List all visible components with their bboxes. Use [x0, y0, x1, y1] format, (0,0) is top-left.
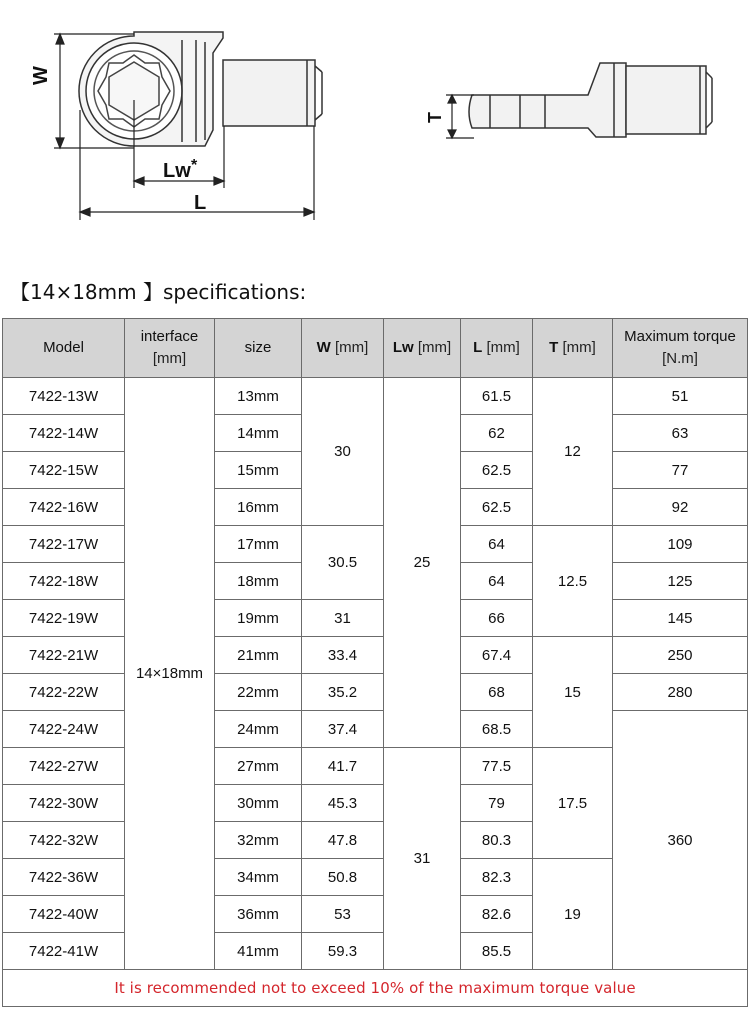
l-cell: 64 [461, 563, 533, 600]
table-row [3, 378, 748, 415]
l-cell: 85.5 [461, 933, 533, 970]
torque-cell: 125 [613, 563, 748, 600]
w-cell: 33.4 [302, 637, 384, 674]
header-model: Model [3, 319, 125, 378]
model-cell: 7422-18W [3, 563, 125, 600]
l-dimension-label: L [194, 192, 207, 214]
w-cell: 30 [302, 378, 384, 526]
note-row [3, 970, 748, 1007]
t-cell: 15 [533, 637, 613, 748]
model-cell: 7422-40W [3, 896, 125, 933]
torque-cell: 280 [613, 674, 748, 711]
torque-cell: 250 [613, 637, 748, 674]
model-cell: 7422-41W [3, 933, 125, 970]
model-cell: 7422-27W [3, 748, 125, 785]
size-cell: 34mm [215, 859, 302, 896]
size-cell: 18mm [215, 563, 302, 600]
torque-cell: 77 [613, 452, 748, 489]
table-header-row [3, 319, 748, 378]
w-dimension-label: W [30, 66, 52, 85]
w-cell: 31 [302, 600, 384, 637]
table-row [3, 637, 748, 674]
l-cell: 62.5 [461, 489, 533, 526]
w-cell: 37.4 [302, 711, 384, 748]
l-cell: 77.5 [461, 748, 533, 785]
header-l: L [mm] [461, 319, 533, 378]
torque-recommendation-note: It is recommended not to exceed 10% of the maximum torque value [3, 970, 748, 1007]
table-row [3, 674, 748, 711]
specifications-heading: 【14×18mm 】specifications: [10, 280, 307, 304]
lw-asterisk: * [191, 157, 198, 174]
size-cell: 14mm [215, 415, 302, 452]
model-cell: 7422-17W [3, 526, 125, 563]
size-cell: 22mm [215, 674, 302, 711]
w-cell: 41.7 [302, 748, 384, 785]
model-cell: 7422-21W [3, 637, 125, 674]
lw-cell: 25 [384, 378, 461, 748]
w-cell: 30.5 [302, 526, 384, 600]
l-cell: 64 [461, 526, 533, 563]
model-cell: 7422-14W [3, 415, 125, 452]
torque-cell: 51 [613, 378, 748, 415]
t-dimension-label: T [425, 112, 445, 123]
wrench-dimension-diagram [0, 0, 750, 270]
l-cell: 68 [461, 674, 533, 711]
model-cell: 7422-22W [3, 674, 125, 711]
size-cell: 36mm [215, 896, 302, 933]
interface-cell: 14×18mm [125, 378, 215, 970]
t-cell: 12 [533, 378, 613, 526]
w-cell: 35.2 [302, 674, 384, 711]
header-lw: Lw [mm] [384, 319, 461, 378]
size-cell: 17mm [215, 526, 302, 563]
model-cell: 7422-13W [3, 378, 125, 415]
w-cell: 50.8 [302, 859, 384, 896]
model-cell: 7422-30W [3, 785, 125, 822]
l-cell: 67.4 [461, 637, 533, 674]
t-cell: 12.5 [533, 526, 613, 637]
model-cell: 7422-36W [3, 859, 125, 896]
model-cell: 7422-15W [3, 452, 125, 489]
model-cell: 7422-16W [3, 489, 125, 526]
header-max-torque: Maximum torque [N.m] [613, 319, 748, 378]
lw-cell: 31 [384, 748, 461, 970]
wrench-top-view [79, 32, 322, 146]
header-t: T [mm] [533, 319, 613, 378]
table-row [3, 600, 748, 637]
l-cell: 68.5 [461, 711, 533, 748]
header-interface: interface [mm] [125, 319, 215, 378]
l-cell: 66 [461, 600, 533, 637]
wrench-side-view [469, 63, 712, 137]
torque-cell: 145 [613, 600, 748, 637]
size-cell: 21mm [215, 637, 302, 674]
size-cell: 15mm [215, 452, 302, 489]
w-cell: 59.3 [302, 933, 384, 970]
table-row [3, 526, 748, 563]
size-cell: 41mm [215, 933, 302, 970]
size-cell: 16mm [215, 489, 302, 526]
model-cell: 7422-24W [3, 711, 125, 748]
size-cell: 24mm [215, 711, 302, 748]
torque-cell: 360 [613, 711, 748, 970]
size-cell: 30mm [215, 785, 302, 822]
l-cell: 62.5 [461, 452, 533, 489]
size-cell: 19mm [215, 600, 302, 637]
header-size: size [215, 319, 302, 378]
size-cell: 27mm [215, 748, 302, 785]
torque-cell: 109 [613, 526, 748, 563]
t-cell: 17.5 [533, 748, 613, 859]
table-row [3, 711, 748, 748]
w-cell: 53 [302, 896, 384, 933]
l-cell: 79 [461, 785, 533, 822]
header-w: W [mm] [302, 319, 384, 378]
l-cell: 62 [461, 415, 533, 452]
size-cell: 32mm [215, 822, 302, 859]
l-cell: 82.6 [461, 896, 533, 933]
model-cell: 7422-32W [3, 822, 125, 859]
w-cell: 45.3 [302, 785, 384, 822]
torque-cell: 92 [613, 489, 748, 526]
l-cell: 80.3 [461, 822, 533, 859]
specifications-table [2, 318, 748, 1007]
l-cell: 61.5 [461, 378, 533, 415]
t-cell: 19 [533, 859, 613, 970]
size-cell: 13mm [215, 378, 302, 415]
l-cell: 82.3 [461, 859, 533, 896]
model-cell: 7422-19W [3, 600, 125, 637]
torque-cell: 63 [613, 415, 748, 452]
lw-dimension-label: Lw [163, 160, 191, 182]
w-cell: 47.8 [302, 822, 384, 859]
